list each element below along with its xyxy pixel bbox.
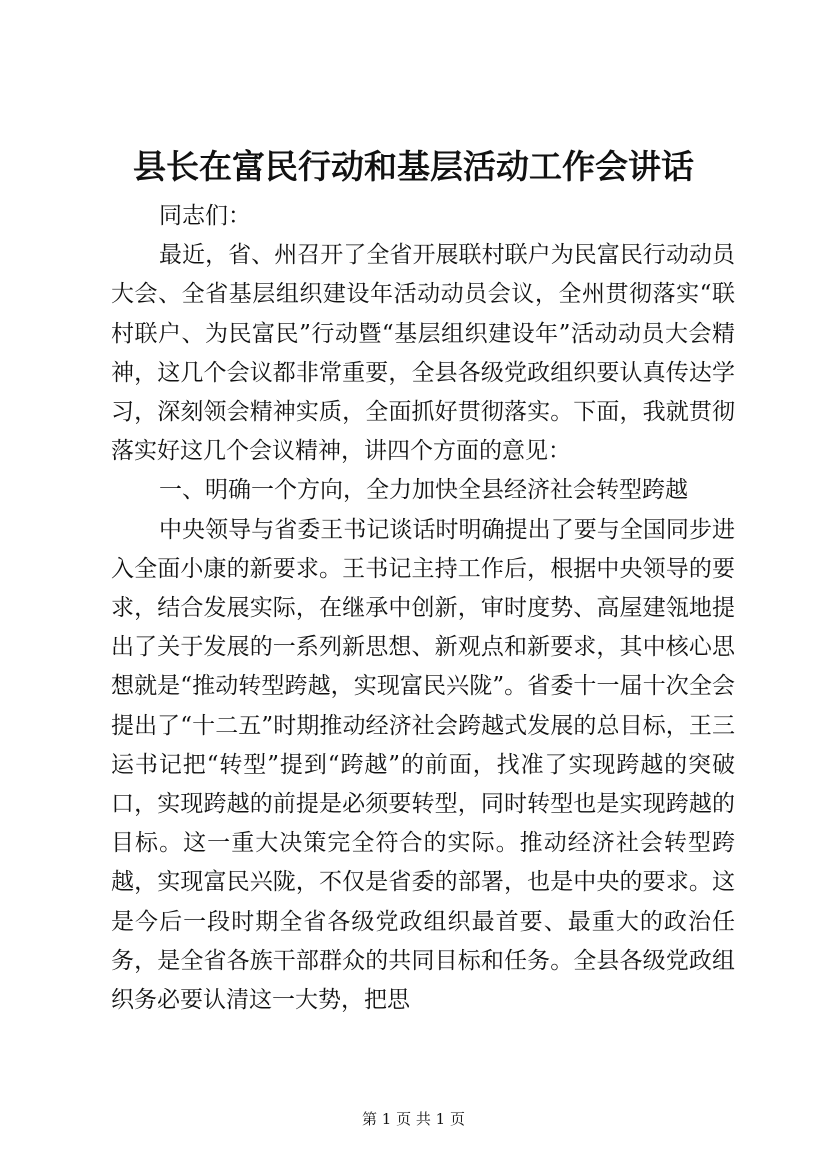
section-heading-1: 一、明确一个方向，全力加快全县经济社会转型跨越 [159, 477, 688, 504]
page-footer: 第 1 页 共 1 页 [362, 1110, 465, 1128]
salutation-paragraph: 同志们： [159, 203, 251, 229]
intro-paragraph: 最近，省、州召开了全省开展联村联户为民富民行动动员大会、全省基层组织建设年活动动员会议，全州贯彻落实“联村联户、为民富民”行动暨“基层组织建设年”活动动员大会精神，这几个会议都非常重要，全县各级党政组织要认真传达学习，深刻领会精神实质，全面抓好贯彻落实。下面，我就贯彻落实好这几个会议精神，讲四个方面的意见： [111, 242, 735, 465]
body-paragraph-1: 中央领导与省委王书记谈话时明确提出了要与全国同步进入全面小康的新要求。王书记主持工作后，根据中央领导的要求，结合发展实际，在继承中创新，审时度势、高屋建瓴地提出了关于发展的一系列新思想、新观点和新要求，其中核心思想就是“推动转型跨越，实现富民兴陇”。省委十一届十次全会提出了“十二五”时期推动经济社会跨越式发展的总目标，王三运书记把“转型”提到“跨越”的前面，找准了实现跨越的突破口，实现跨越的前提是必须要转型，同时转型也是实现跨越的目标。这一重大决策完全符合的实际。推动经济社会转型跨越，实现富民兴陇，不仅是省委的部署，也是中央的要求。这是今后一段时期全省各级党政组织最首要、最重大的政治任务，是全省各族干部群众的共同目标和任务。全县各级党政组织务必要认清这一大势，把思 [111, 516, 735, 1014]
document-title: 县长在富民行动和基层活动工作会讲话 [133, 147, 694, 186]
document-body [111, 197, 735, 1020]
